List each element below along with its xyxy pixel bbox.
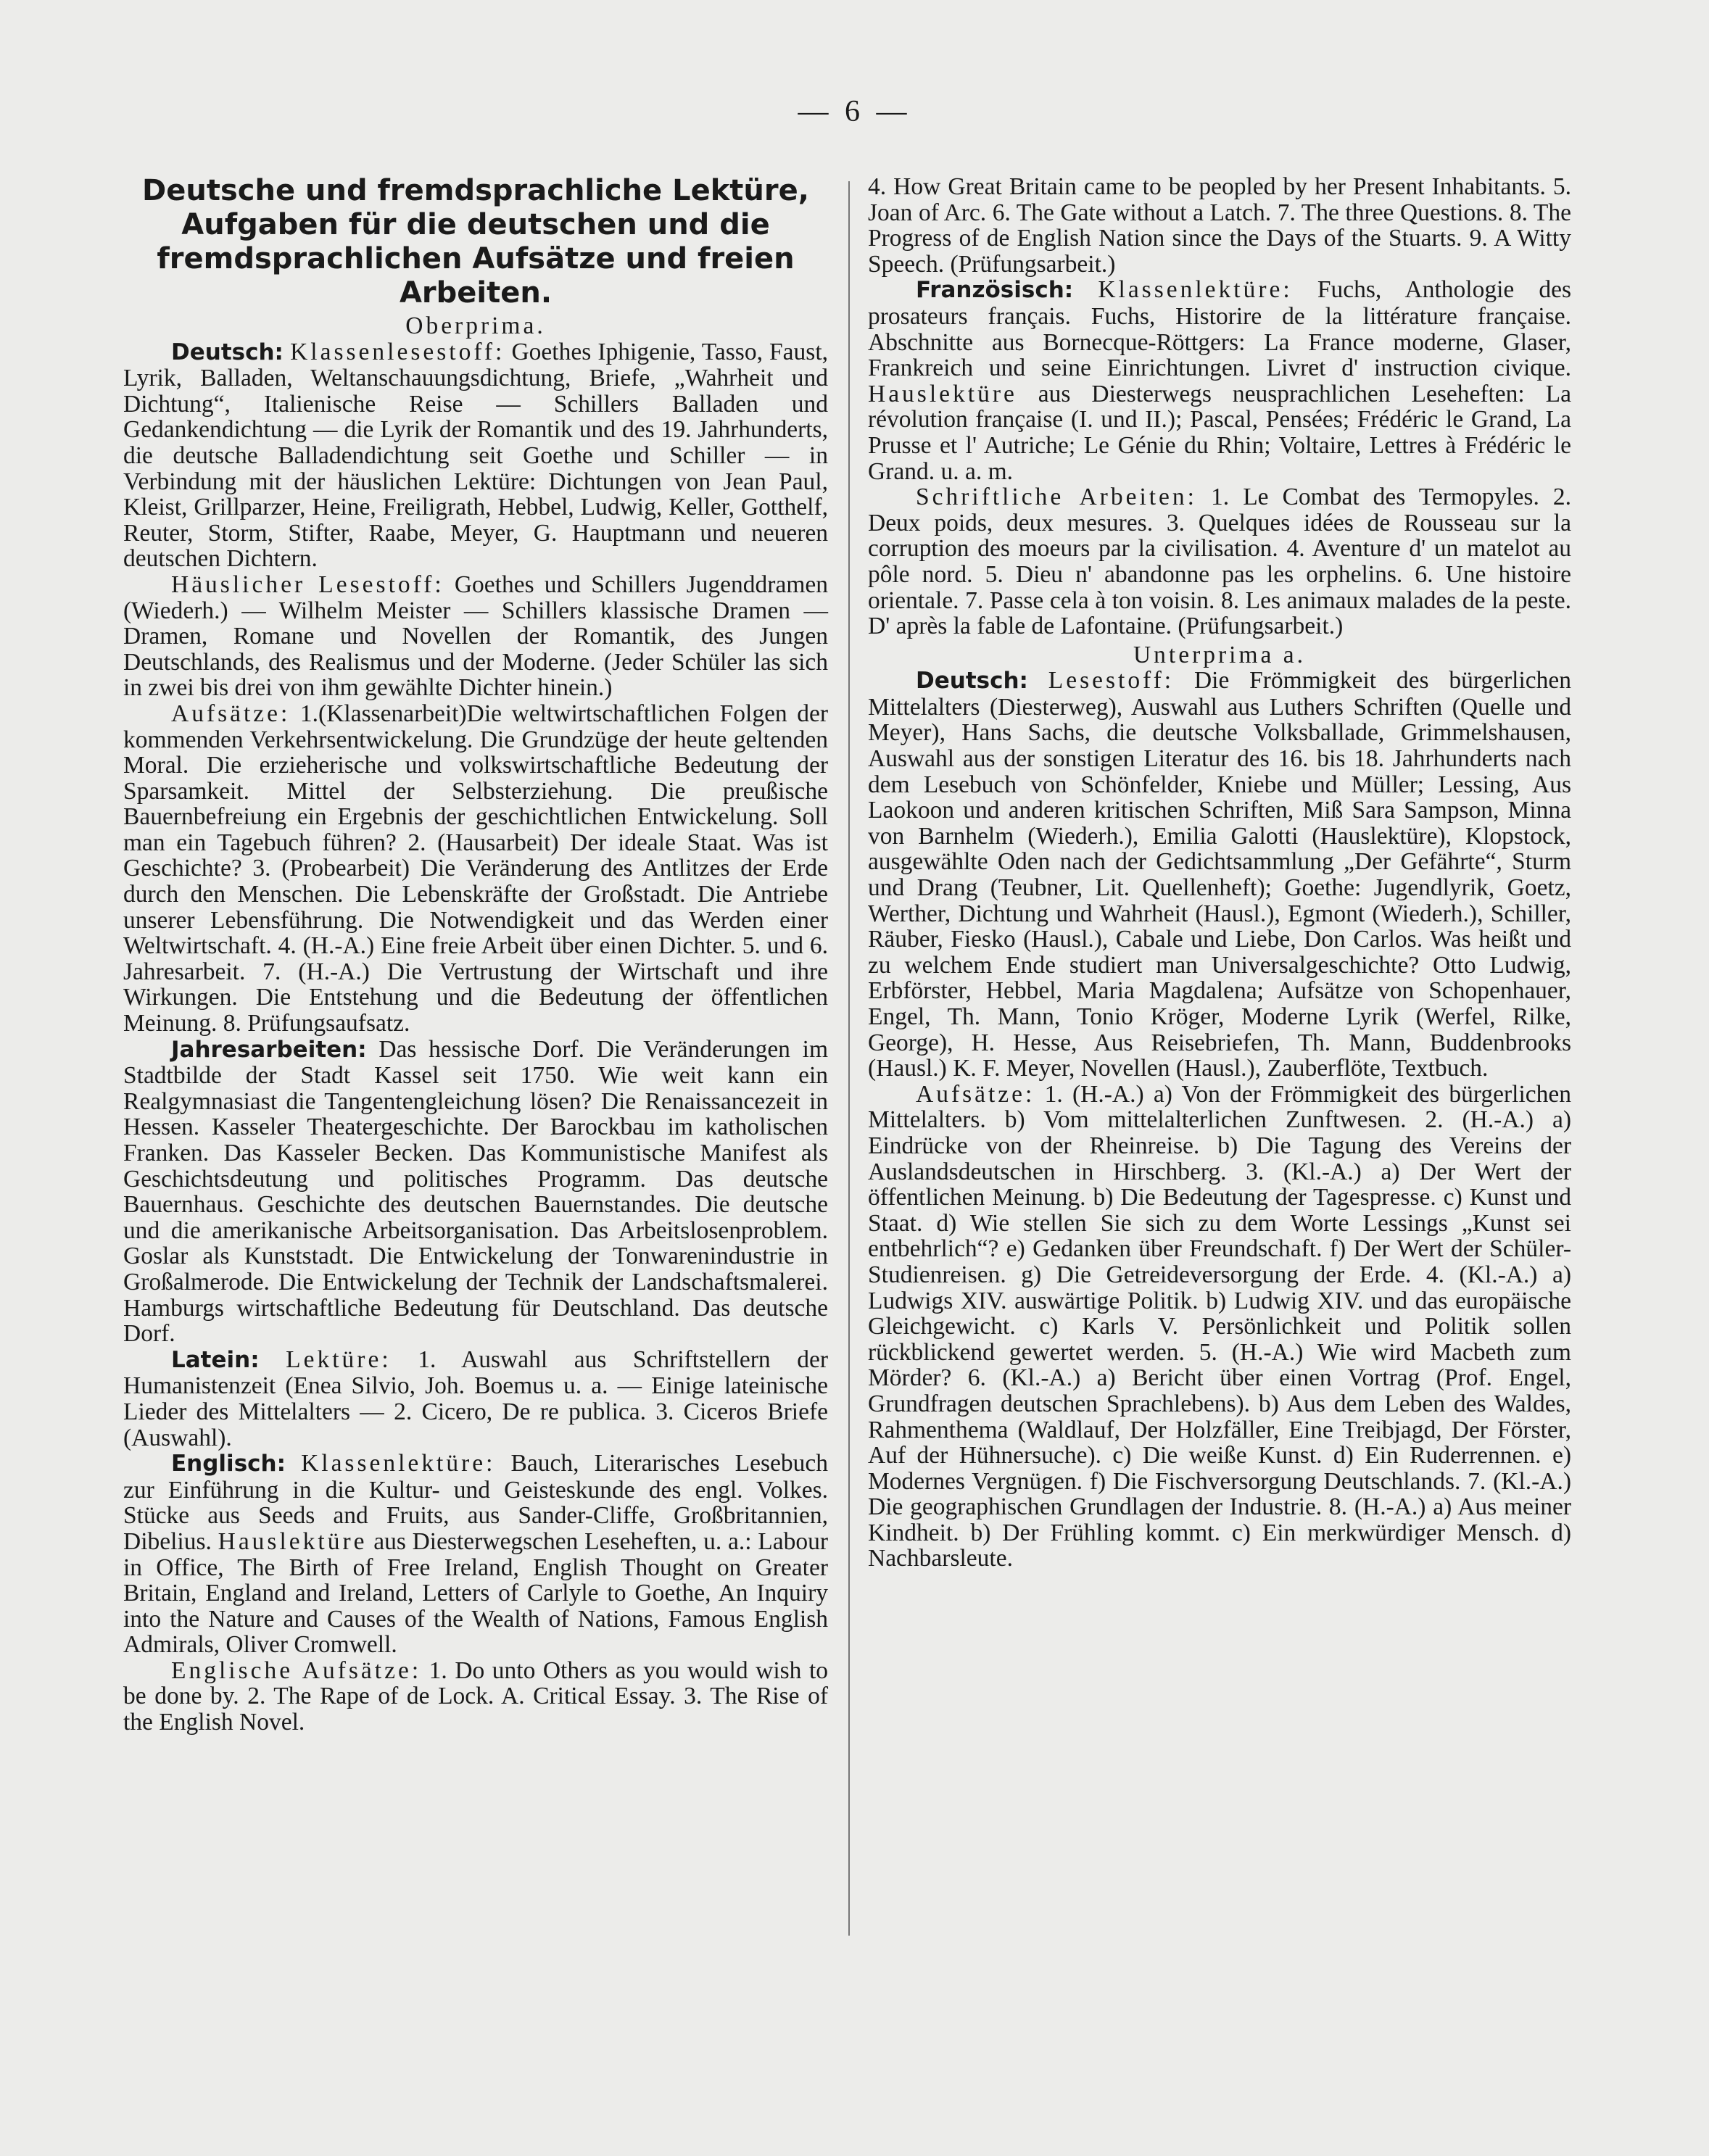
sub-engl-aufsaetze: Englische Aufsätze: xyxy=(171,1657,422,1684)
label-jahresarbeiten: Jahresarbeiten: xyxy=(171,1036,367,1063)
label-latein: Latein: xyxy=(171,1346,260,1373)
text-aufsaetze: 1.(Klassenarbeit)Die weltwirtschaftlichen Folgen der kommenden Verkehrsentwickelung. Die Grundzüge der heute geltenden Moral. Die erzieherische und volkswirtschaftliche Bedeutung der Sparsamkeit. Mittel der Selbsterziehung. Die preußische Bauernbefreiung ein Ergebnis der geschichtlichen Entwickelung. Soll man ein Tagebuch führen? 2. (Hausarbeit) Der ideale Staat. Was ist Geschichte? 3. (Probearbeit) Die Veränderung des Antlitzes der Erde durch den Menschen. Die Lebenskräfte der Großstadt. Die Antriebe unserer Lebensführung. Die Notwendigkeit und das Werden einer Weltwirtschaft. 4. (H.-A.) Eine freie Arbeit über einen Dichter. 5. und 6. Jahresarbeit. 7. (H.-A.) Die Vertrustung der Wirtschaft und ihre Wirkungen. Die Entstehung und die Bedeutung der öffentlichen Meinung. 8. Prüfungsaufsatz. xyxy=(123,700,829,1037)
section-title: Deutsche und fremdsprachliche Lektüre, Aufgaben für die deutschen und die fremdsprachlichen Aufsätze und freien Arbeiten. xyxy=(142,174,809,310)
left-column xyxy=(123,174,828,1736)
sub-klassenlektuere: Klassenlektüre: xyxy=(301,1450,496,1477)
column-divider xyxy=(848,181,850,1936)
right-column xyxy=(868,174,1571,1572)
paragraph-haeuslicher xyxy=(123,572,828,701)
page-number: — 6 — xyxy=(798,95,911,128)
text-englisch: Bauch, Literarisches Lesebuch zur Einführung in die Kultur- und Geisteskunde des engl. Volkes. Stücke aus Seeds and Fruits, aus Sander-Cliffe, Großbritannien, Dibelius. xyxy=(123,1450,828,1555)
text-deutsch: Goethes Iphigenie, Tasso, Faust, Lyrik, Balladen, Weltanschauungsdichtung, Briefe, „Wahrheit und Dichtung“, Italienische Reise — Schillers Balladen und Gedankendichtung — die Lyrik der Romantik und des 19. Jahrhunderts, die deutsche Balladendichtung seit Goethe und Schiller — in Verbindung mit der häuslichen Lektüre: Dichtungen von Jean Paul, Kleist, Grillparzer, Heine, Freiligrath, Hebbel, Ludwig, Keller, Gotthelf, Reuter, Storm, Stifter, Raabe, Meyer, G. Hauptmann und neueren deutschen Dichtern. xyxy=(123,338,829,573)
label-deutsch-unterprima: Deutsch: xyxy=(916,668,1028,695)
label-englisch: Englisch: xyxy=(171,1451,286,1477)
label-franzoesisch: Französisch: xyxy=(916,277,1074,304)
paragraph-aufsaetze-unterprima xyxy=(868,1082,1571,1572)
paragraph-lesestoff xyxy=(868,668,1571,1082)
sub-aufsaetze-unterprima: Aufsätze: xyxy=(916,1080,1035,1108)
sub-lesestoff: Lesestoff: xyxy=(1048,667,1175,695)
text-haeuslicher: Goethes und Schillers Jugenddramen (Wiederh.) — Wilhelm Meister — Schillers klassische Dramen — Dramen, Romane und Novellen der Romantik, des Jungen Deutschlands, des Realismus und der Moderne. (Jeder Schüler las sich in zwei bis drei von ihm gewählte Dichter hinein.) xyxy=(123,571,828,702)
sub-franz-klassenlektuere: Klassenlektüre: xyxy=(1098,276,1293,304)
sub-lektuere: Lektüre: xyxy=(286,1346,392,1373)
paragraph-jahresarbeiten xyxy=(123,1037,828,1347)
text-schriftl: 1. Le Combat des Termopyles. 2. Deux poids, deux mesures. 3. Quelques idées de Rousseau sur la corruption des moeurs par la civilisation. 4. Aventure d' un matelot au pôle nord. 5. Dieu n' abandonne pas les orphelins. 6. Une histoire orientale. 7. Passe cela à ton voisin. 8. Les animaux malades de la peste. D' après la fable de Lafontaine. (Prüfungsarbeit.) xyxy=(868,484,1571,640)
paragraph-franz xyxy=(868,277,1571,484)
sub-aufsaetze: Aufsätze: xyxy=(171,700,291,727)
sub-hauslektuere: Hauslektüre xyxy=(218,1527,368,1555)
paragraph-engl-aufsaetze xyxy=(123,1658,828,1736)
paragraph-englisch xyxy=(123,1451,828,1658)
text-franz-haus: aus Diesterwegs neusprachlichen Leseheften: La révolution française (I. und II.); Pascal, Pensées; Frédéric le Grand, La Prusse et l' Autriche; Le Génie du Rhin; Voltaire, Lettres à Frédéric le Grand. u. a. m. xyxy=(868,380,1571,485)
paragraph-latein xyxy=(123,1347,828,1451)
text-hauslektuere: aus Diesterwegschen Leseheften, u. a.: Labour in Office, The Birth of Free Ireland, English Thought on Greater Britain, England and Ireland, Letters of Carlyle to Goethe, An Inquiry into the Nature and Causes of the Wealth of Nations, Famous English Admirals, Oliver Cromwell. xyxy=(123,1527,828,1659)
paragraph-schriftl xyxy=(868,484,1571,639)
paragraph-engl-cont: 4. How Great Britain came to be peopled by her Present Inhabitants. 5. Joan of Arc. 6. The Gate without a Latch. 7. The three Questions. 8. The Progress of de English Nation since the Days of the Stuarts. 9. A Witty Speech. (Prüfungsarbeit.) xyxy=(868,173,1571,278)
sub-haeuslicher: Häuslicher Lesestoff: xyxy=(171,571,444,598)
paragraph-aufsaetze xyxy=(123,701,828,1037)
sub-franz-hauslektuere: Hauslektüre xyxy=(868,380,1017,407)
text-jahresarbeiten: Das hessische Dorf. Die Veränderungen im Stadtbilde der Stadt Kassel seit 1750. Wie weit kann ein Realgymnasiast die Tangentengleichung lösen? Die Renaissancezeit in Hessen. Kasseler Theatergeschichte. Der Barockbau im katholischen Franken. Das Kasseler Becken. Das Kommunistische Manifest als Geschichtsdeutung und politisches Programm. Das deutsche Bauernhaus. Geschichte des deutschen Bauernstandes. Die deutsche und die amerikanische Arbeitsorganisation. Das Arbeitslosenproblem. Goslar als Kunststadt. Die Entwickelung der Tonwarenindustrie in Großalmerode. Die Entwickelung der Technik der Landschaftsmalerei. Hamburgs wirtschaftliche Bedeutung für Deutschland. Das deutsche Dorf. xyxy=(123,1035,828,1348)
label-deutsch: Deutsch: xyxy=(171,339,284,365)
sub-schriftliche-arbeiten: Schriftliche Arbeiten: xyxy=(916,484,1197,511)
text-engl-aufsaetze: 1. Do unto Others as you would wish to be done by. 2. The Rape of de Lock. A. Critical Essay. 3. The Rise of the English Novel. xyxy=(123,1657,829,1736)
heading-unterprima: Unterprima a. xyxy=(1133,641,1307,668)
sub-klassenlesestoff: Klassenlesestoff: xyxy=(290,338,505,365)
text-lesestoff: Die Frömmigkeit des bürgerlichen Mittelalters (Diesterweg), Auswahl aus Luthers Schriften (Quelle und Meyer), Hans Sachs, die deutsche Volksballade, Grimmelshausen, Auswahl aus der sonstigen Literatur des 16. bis 18. Jahrhunderts nach dem Lesebuch von Schönfelder, Kniebe und Müller; Lessing, Aus Laokoon und anderen kritischen Schriften, Miß Sara Sampson, Minna von Barnhelm (Wiederh.), Emilia Galotti (Hauslektüre), Klopstock, ausgewählte Oden nach der Gedichtsammlung „Der Gefährte“, Sturm und Drang (Teubner, Lit. Quellenheft); Goethe: Jugendlyrik, Goetz, Werther, Dichtung und Wahrheit (Hausl.), Egmont (Wiederh.), Schiller, Räuber, Fiesko (Hausl.), Cabale und Liebe, Don Carlos. Was heißt und zu welchem Ende studiert man Universalgeschichte? Otto Ludwig, Erbförster, Hebbel, Maria Magdalena; Aufsätze von Schopenhauer, Engel, Th. Mann, Tonio Kröger, Moderne Lyrik (Werfel, Rilke, George), H. Hesse, Aus Reisebriefen, Th. Mann, Buddenbrooks (Hausl.) K. F. Meyer, Novellen (Hausl.), Zauberflöte, Textbuch. xyxy=(868,667,1572,1082)
paragraph-deutsch xyxy=(123,339,828,572)
heading-oberprima: Oberprima. xyxy=(405,312,546,339)
text-aufsaetze-unterprima: 1. (H.-A.) a) Von der Frömmigkeit des bürgerlichen Mittelalters. b) Vom mittelalterlichen Zunftwesen. 2. (H.-A.) a) Eindrücke von der Rheinreise. b) Die Tagung des Vereins der Auslandsdeutschen in Hirschberg. 3. (Kl.-A.) a) Der Wert der öffentlichen Meinung. b) Die Bedeutung der Tagespresse. c) Kunst und Staat. d) Wie stellen Sie sich zu dem Worte Lessings „Kunst sei entbehrlich“? e) Gedanken über Freundschaft. f) Der Wert der Schüler-Studienreisen. g) Die Getreideversorgung der Erde. 4. (Kl.-A.) a) Ludwigs XIV. auswärtige Politik. b) Ludwig XIV. und das europäische Gleichgewicht. c) Karls V. Persönlichkeit und Politik sollen rückblickend gewertet werden. 5. (H.-A.) Wie wird Macbeth zum Mörder? 6. (Kl.-A.) a) Bericht über einen Vortrag (Prof. Engel, Grundfragen deutschen Sprachlebens). b) Aus dem Leben des Waldes, Rahmenthema (Waldlauf, Der Holzfäller, Eine Treibjagd, Der Förster, Auf der Hühnersuche). c) Die weiße Kunst. d) Ein Ruderrennen. e) Modernes Vergnügen. f) Die Fischversorgung Deutschlands. 7. (Kl.-A.) Die geographischen Grundlagen der Industrie. 8. (H.-A.) a) Aus meiner Kindheit. b) Der Frühling kommt. c) Ein merkwürdiger Mensch. d) Nachbarsleute. xyxy=(868,1080,1572,1572)
text-franz: Fuchs, Anthologie des prosateurs français. Fuchs, Historire de la littérature française. Abschnitte aus Bornecque-Röttgers: La France moderne, Glaser, Frankreich und seine Einrichtungen. Livret d' instruction civique. xyxy=(868,276,1572,382)
text-latein: 1. Auswahl aus Schriftstellern der Humanistenzeit (Enea Silvio, Joh. Boemus u. a. — Einige lateinische Lieder des Mittelalters — 2. Cicero, De re publica. 3. Ciceros Briefe (Auswahl). xyxy=(123,1346,829,1451)
